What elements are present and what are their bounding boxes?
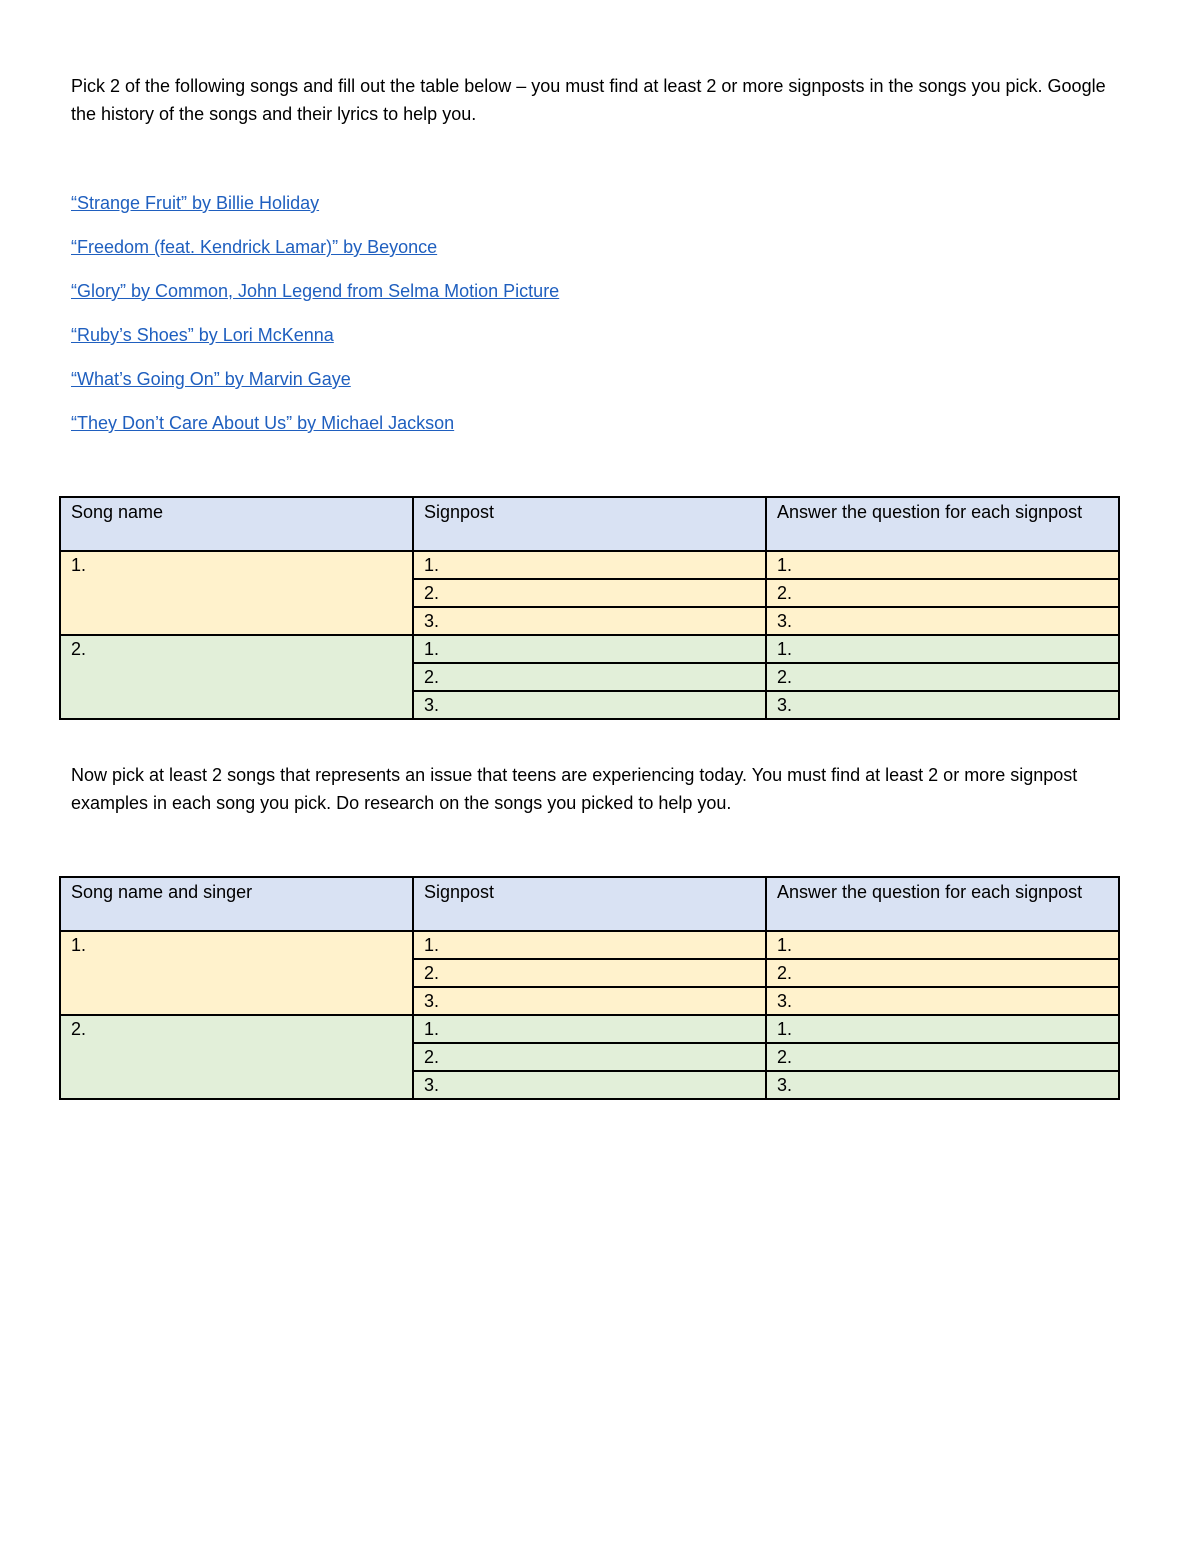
signpost-cell[interactable]: 1. bbox=[413, 1015, 766, 1043]
signpost-cell[interactable]: 3. bbox=[413, 691, 766, 719]
song-cell-2[interactable]: 2. bbox=[60, 635, 413, 719]
header-answer: Answer the question for each signpost bbox=[766, 877, 1119, 931]
table-header-row bbox=[60, 877, 1119, 931]
answer-cell[interactable]: 3. bbox=[766, 691, 1119, 719]
answer-cell[interactable]: 2. bbox=[766, 663, 1119, 691]
song-link-glory[interactable]: “Glory” by Common, John Legend from Selma Motion Picture bbox=[71, 281, 560, 301]
table-row bbox=[60, 551, 1119, 579]
signpost-cell[interactable]: 3. bbox=[413, 607, 766, 635]
signpost-cell[interactable]: 1. bbox=[413, 635, 766, 663]
song-signpost-table-2 bbox=[59, 876, 1120, 1100]
song-cell-1[interactable]: 1. bbox=[60, 551, 413, 635]
header-song-name: Song name bbox=[60, 497, 413, 551]
instructions-paragraph-2: Now pick at least 2 songs that represents an issue that teens are experiencing today. You must find at least 2 or more signpost examples in each song you pick. Do research on the songs you picked to help you. bbox=[71, 765, 1078, 813]
signpost-cell[interactable]: 1. bbox=[413, 551, 766, 579]
signpost-cell[interactable]: 1. bbox=[413, 931, 766, 959]
answer-cell[interactable]: 1. bbox=[766, 635, 1119, 663]
song-link-list bbox=[71, 190, 559, 454]
list-item bbox=[71, 366, 559, 410]
song-cell-2[interactable]: 2. bbox=[60, 1015, 413, 1099]
song-link-whats-going-on[interactable]: “What’s Going On” by Marvin Gaye bbox=[71, 369, 351, 389]
answer-cell[interactable]: 1. bbox=[766, 1015, 1119, 1043]
song-link-freedom[interactable]: “Freedom (feat. Kendrick Lamar)” by Beyonce bbox=[71, 237, 438, 257]
song-link-strange-fruit[interactable]: “Strange Fruit” by Billie Holiday bbox=[71, 193, 320, 213]
signpost-cell[interactable]: 2. bbox=[413, 959, 766, 987]
table-row bbox=[60, 931, 1119, 959]
list-item bbox=[71, 190, 559, 234]
intro-paragraph: Pick 2 of the following songs and fill out the table below – you must find at least 2 or more signposts in the songs you pick. Google the history of the songs and their lyrics to help you. bbox=[71, 76, 1106, 124]
answer-cell[interactable]: 1. bbox=[766, 551, 1119, 579]
list-item bbox=[71, 322, 559, 366]
answer-cell[interactable]: 3. bbox=[766, 987, 1119, 1015]
song-link-they-dont-care[interactable]: “They Don’t Care About Us” by Michael Jackson bbox=[71, 413, 455, 433]
signpost-cell[interactable]: 3. bbox=[413, 1071, 766, 1099]
header-song-name-singer: Song name and singer bbox=[60, 877, 413, 931]
signpost-cell[interactable]: 2. bbox=[413, 1043, 766, 1071]
signpost-cell[interactable]: 2. bbox=[413, 579, 766, 607]
song-link-rubys-shoes[interactable]: “Ruby’s Shoes” by Lori McKenna bbox=[71, 325, 334, 345]
song-signpost-table-1 bbox=[59, 496, 1120, 720]
song-cell-1[interactable]: 1. bbox=[60, 931, 413, 1015]
answer-cell[interactable]: 2. bbox=[766, 579, 1119, 607]
signpost-cell[interactable]: 3. bbox=[413, 987, 766, 1015]
header-answer: Answer the question for each signpost bbox=[766, 497, 1119, 551]
table-header-row bbox=[60, 497, 1119, 551]
table-row bbox=[60, 635, 1119, 663]
signpost-cell[interactable]: 2. bbox=[413, 663, 766, 691]
answer-cell[interactable]: 3. bbox=[766, 607, 1119, 635]
list-item bbox=[71, 234, 559, 278]
answer-cell[interactable]: 1. bbox=[766, 931, 1119, 959]
answer-cell[interactable]: 2. bbox=[766, 1043, 1119, 1071]
answer-cell[interactable]: 2. bbox=[766, 959, 1119, 987]
answer-cell[interactable]: 3. bbox=[766, 1071, 1119, 1099]
list-item bbox=[71, 278, 559, 322]
header-signpost: Signpost bbox=[413, 877, 766, 931]
header-signpost: Signpost bbox=[413, 497, 766, 551]
table-row bbox=[60, 1015, 1119, 1043]
list-item bbox=[71, 410, 559, 454]
